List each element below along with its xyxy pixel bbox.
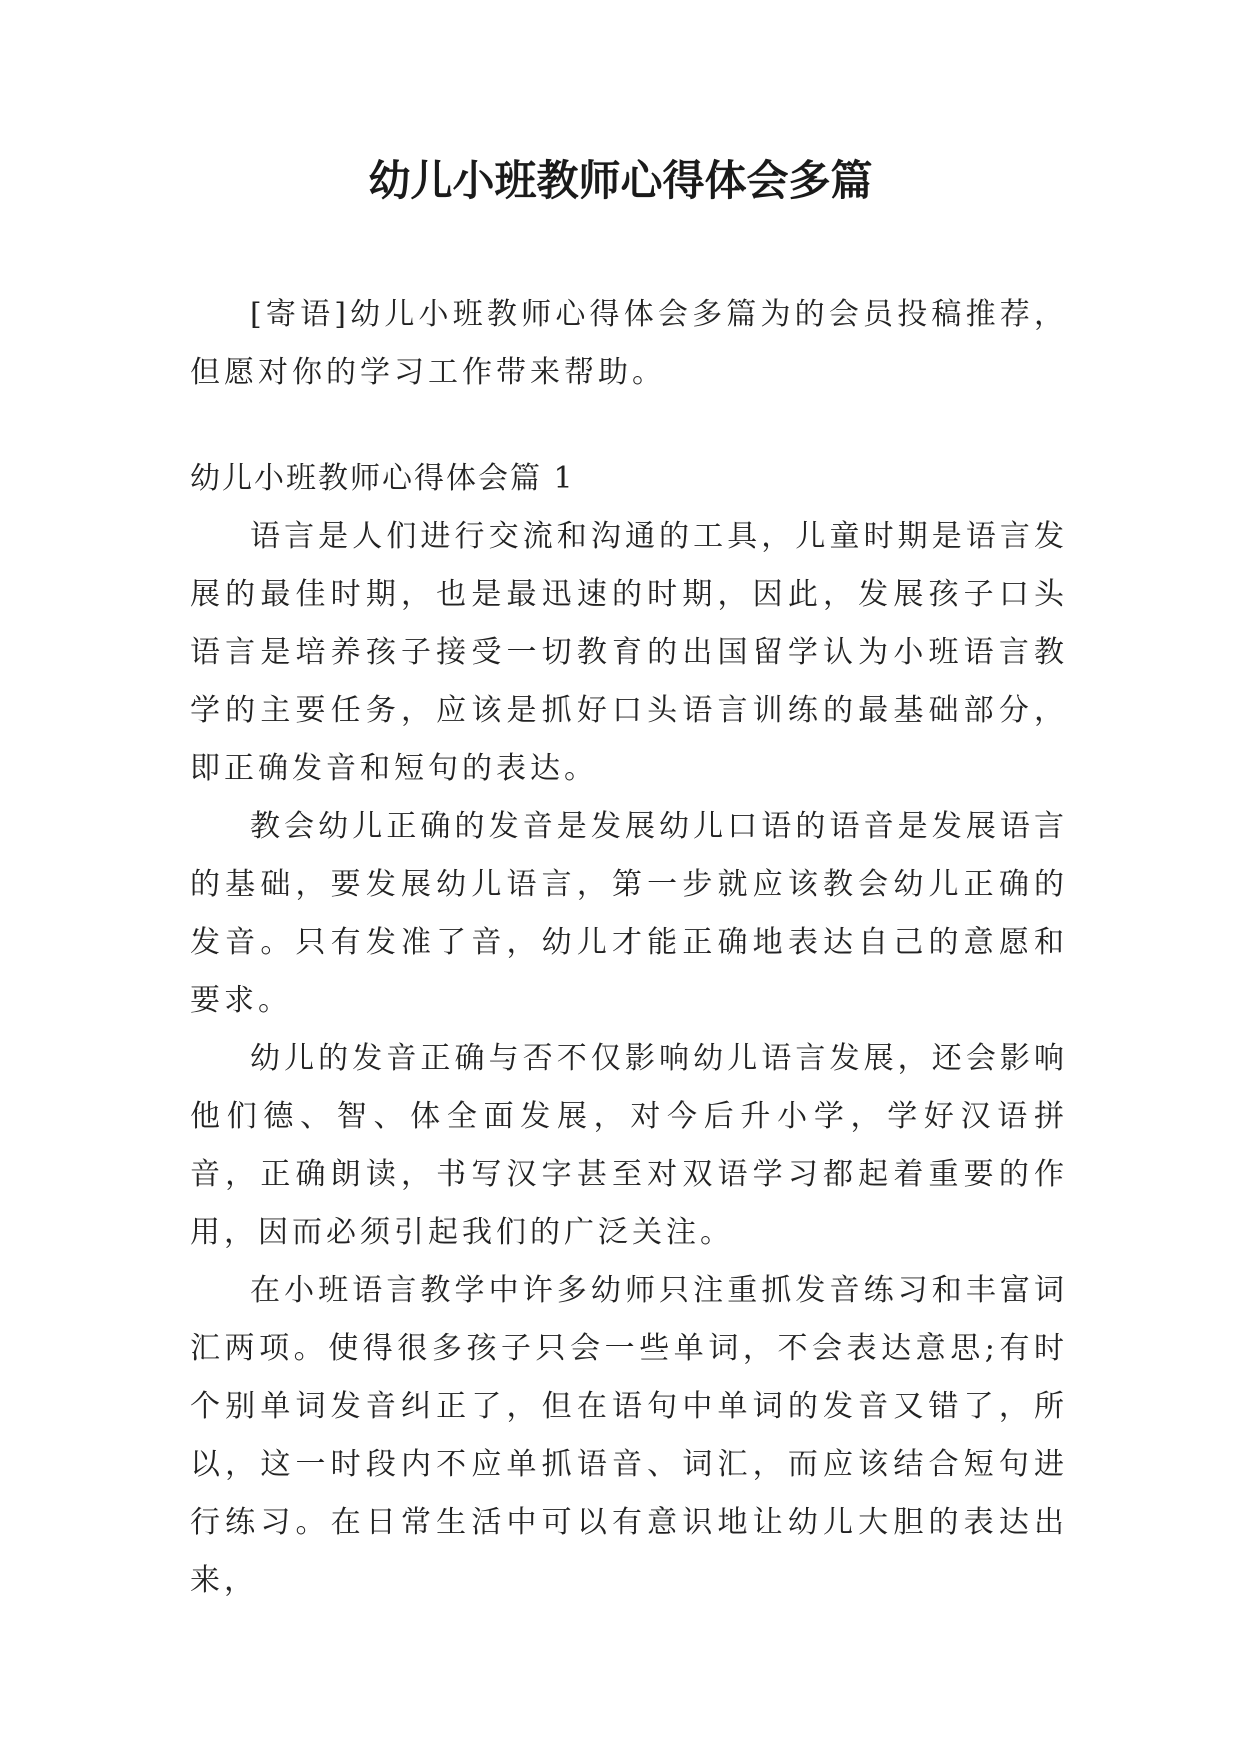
document-title: 幼儿小班教师心得体会多篇 <box>368 156 873 205</box>
body-paragraph: 幼儿的发音正确与否不仅影响幼儿语言发展，还会影响他们德、智、体全面发展，对今后升小学，学好汉语拼音，正确朗读，书写汉字甚至对双语学习都起着重要的作用，因而必须引起我们的广泛关注。 <box>190 1041 1068 1250</box>
body-paragraph: 语言是人们进行交流和沟通的工具，儿童时期是语言发展的最佳时期，也是最迅速的时期，因此，发展孩子口头语言是培养孩子接受一切教育的出国留学认为小班语言教学的主要任务，应该是抓好口头语言训练的最基础部分，即正确发音和短句的表达。 <box>190 519 1068 786</box>
document-body <box>190 286 1068 1610</box>
intro-paragraph: [寄语]幼儿小班教师心得体会多篇为的会员投稿推荐，但愿对你的学习工作带来帮助。 <box>190 297 1068 390</box>
section-heading: 幼儿小班教师心得体会篇 1 <box>190 461 575 496</box>
body-paragraph: 教会幼儿正确的发音是发展幼儿口语的语音是发展语言的基础，要发展幼儿语言，第一步就应该教会幼儿正确的发音。只有发准了音，幼儿才能正确地表达自己的意愿和要求。 <box>190 809 1068 1018</box>
body-paragraph: 在小班语言教学中许多幼师只注重抓发音练习和丰富词汇两项。使得很多孩子只会一些单词，不会表达意思;有时个别单词发音纠正了，但在语句中单词的发音又错了，所以，这一时段内不应单抓语音、词汇，而应该结合短句进行练习。在日常生活中可以有意识地让幼儿大胆的表达出来， <box>190 1273 1068 1598</box>
